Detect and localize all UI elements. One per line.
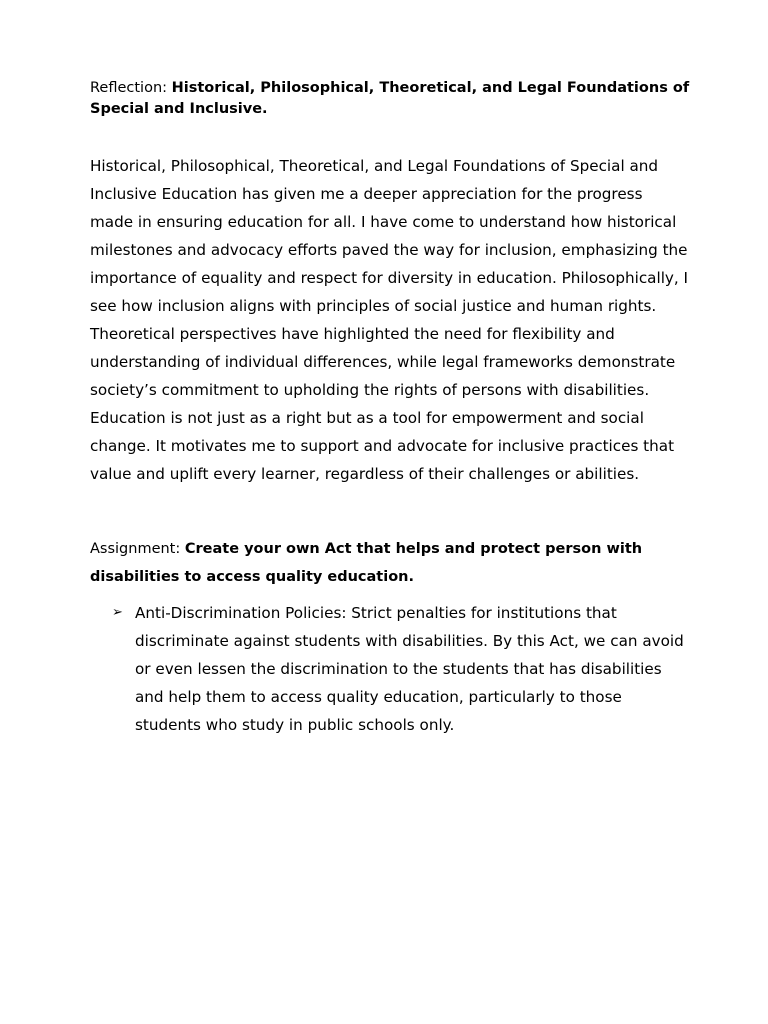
- reflection-label: Reflection:: [90, 80, 172, 96]
- reflection-heading: [90, 78, 690, 120]
- reflection-paragraph: Historical, Philosophical, Theoretical, and Legal Foundations of Special and Inclusive Education has given me a deeper appreciation for the progress made in ensuring education for all. I have come to understand how historical milestones and advocacy efforts paved the way for inclusion, emphasizing the importance of equality and respect for diversity in education. Philosophically, I see how inclusion aligns with principles of social justice and human rights. Theoretical perspectives have highlighted the need for flexibility and understanding of individual differences, while legal frameworks demonstrate society’s commitment to upholding the rights of persons with disabilities. Education is not just as a right but as a tool for empowerment and social change. It motivates me to support and advocate for inclusive practices that value and uplift every learner, regardless of their challenges or abilities.: [90, 157, 689, 483]
- list-item: [90, 599, 690, 739]
- assignment-title: Create your own Act that helps and protect person with disabilities to access quality education.: [90, 541, 643, 585]
- arrow-bullet-icon: ➢: [112, 605, 123, 620]
- reflection-title: Historical, Philosophical, Theoretical, and Legal Foundations of Special and Inclusive.: [90, 80, 690, 117]
- assignment-bullet-list: [90, 599, 690, 739]
- assignment-heading: [90, 535, 690, 591]
- assignment-label: Assignment:: [90, 541, 185, 557]
- bullet-text: Anti-Discrimination Policies: Strict penalties for institutions that discriminate against students with disabilities. By this Act, we can avoid or even lessen the discrimination to the students that has disabilities and help them to access quality education, particularly to those students who study in public schools only.: [135, 604, 684, 734]
